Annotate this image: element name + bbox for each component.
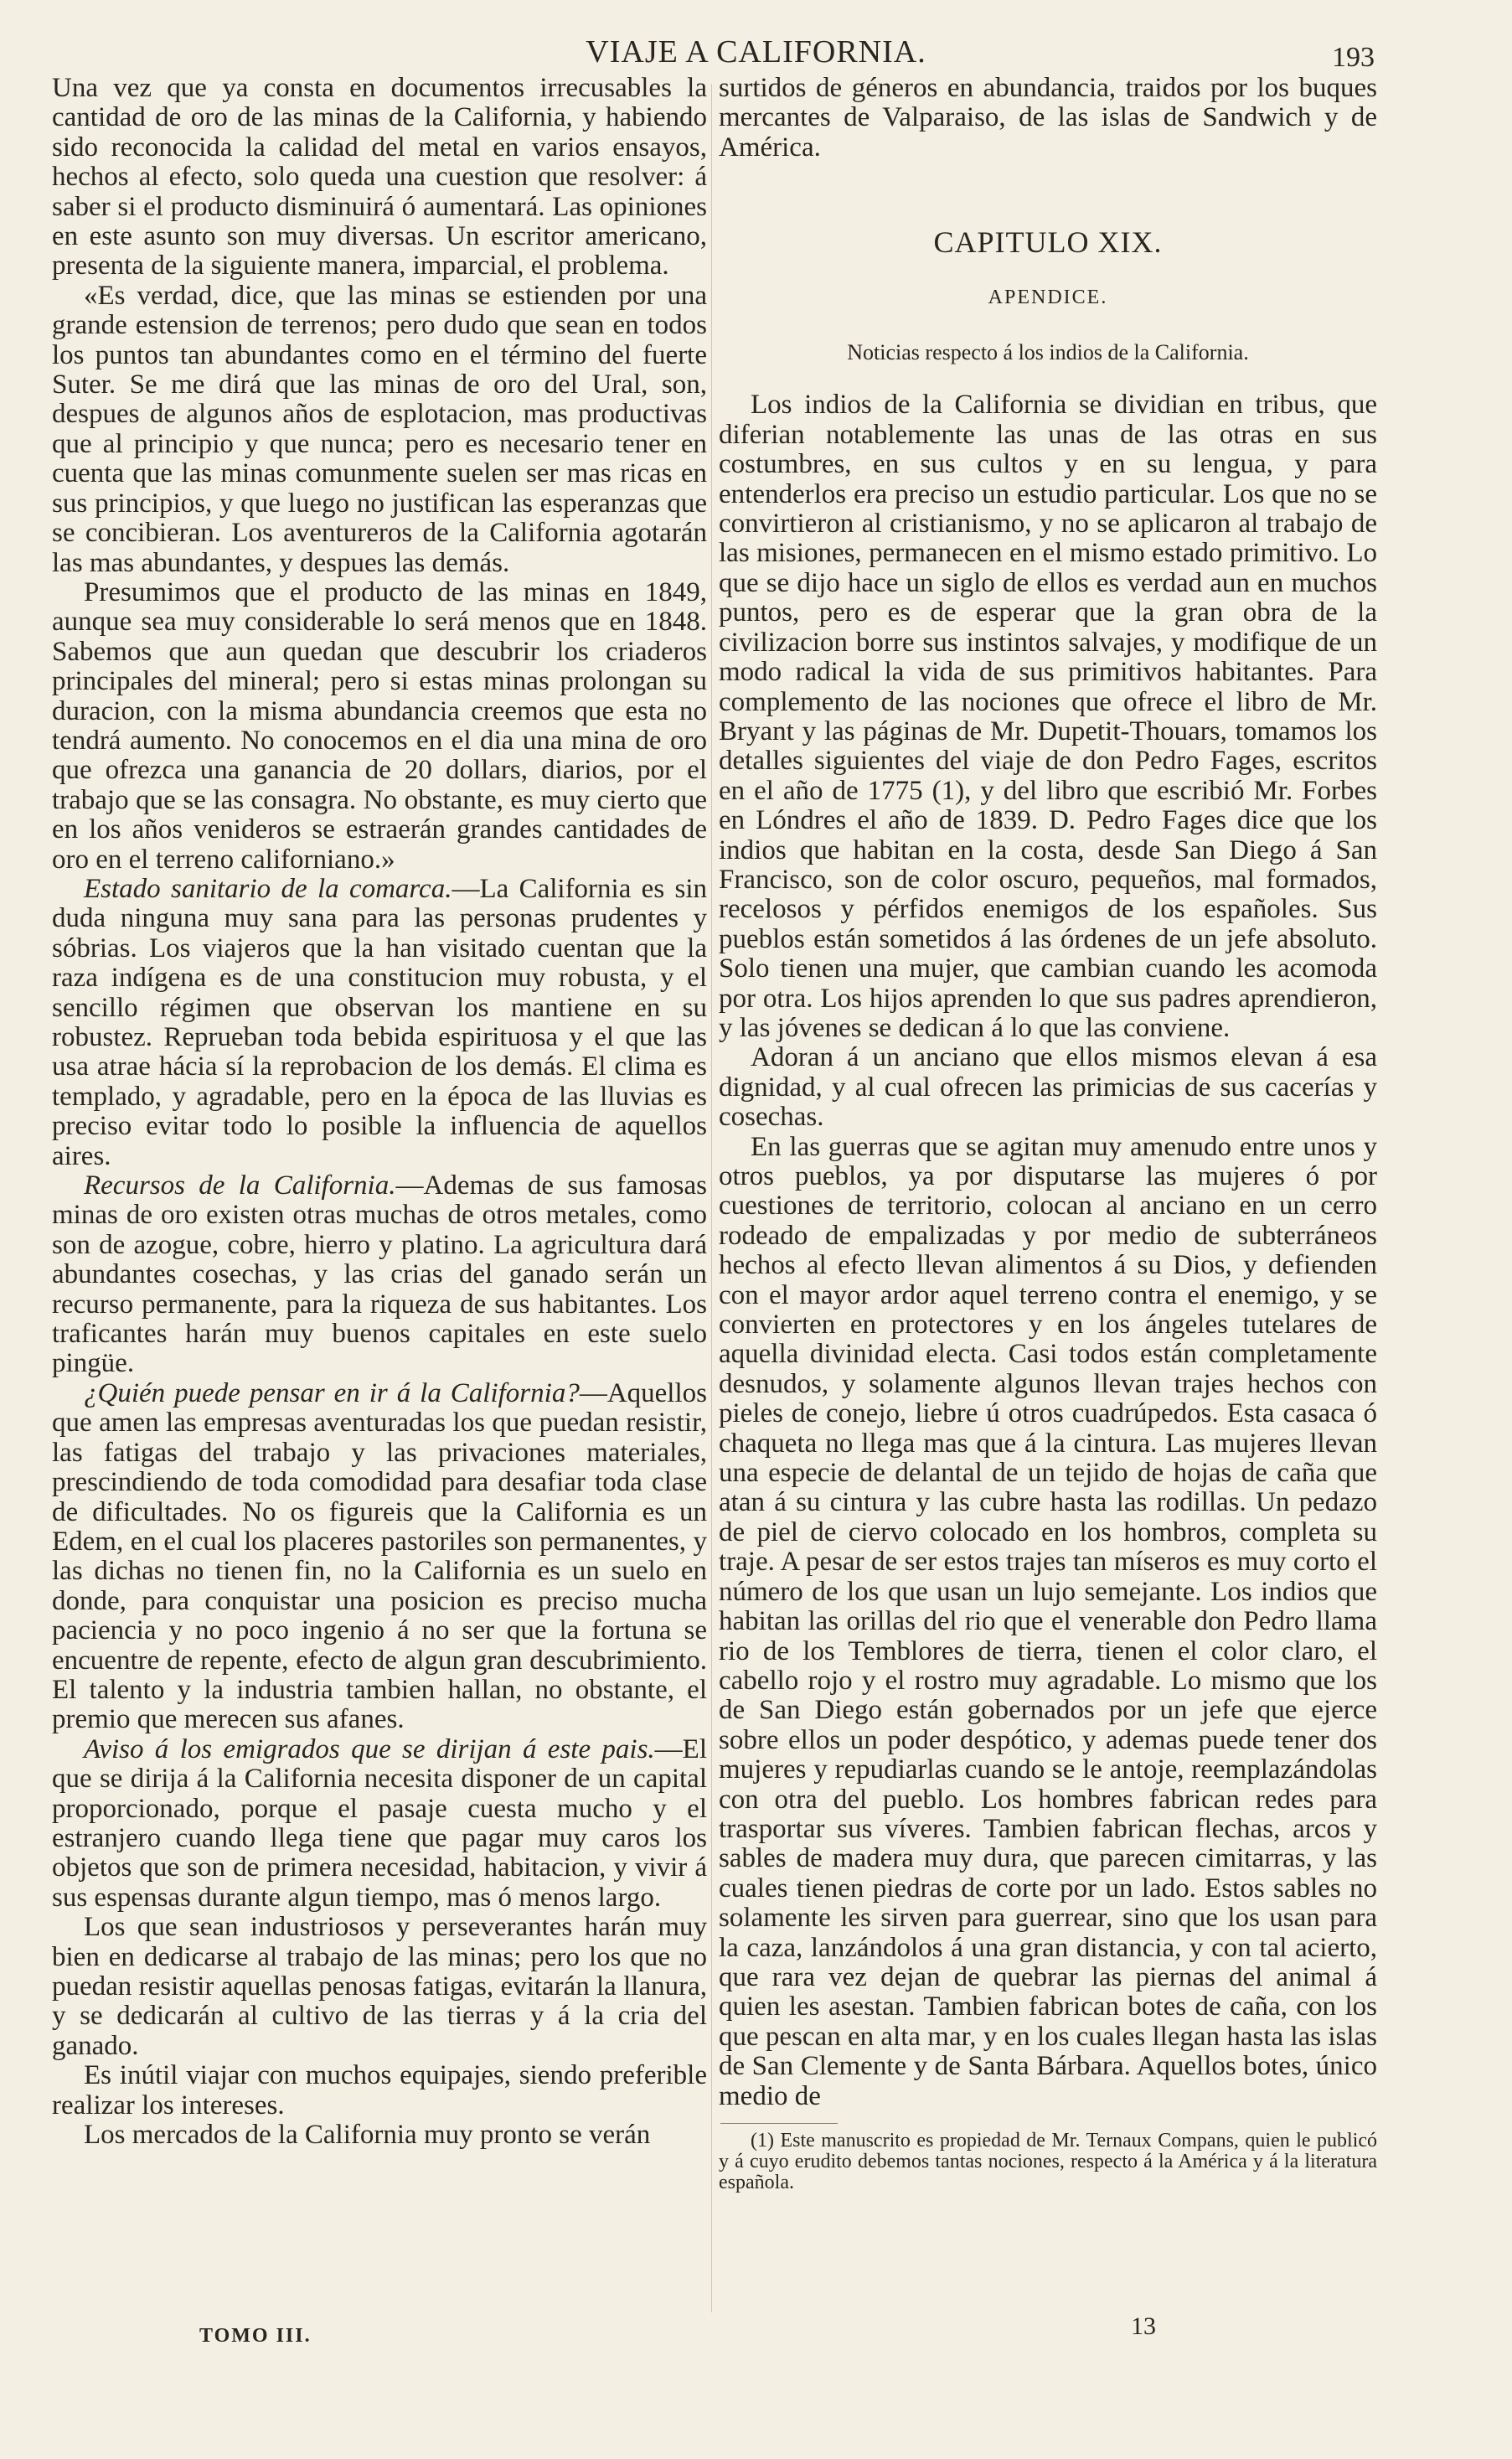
- column-divider: [711, 84, 712, 2312]
- paragraph: Es inútil viajar con muchos equipajes, siendo preferible realizar los intereses.: [52, 2060, 707, 2121]
- section-paragraph: [52, 1171, 707, 1379]
- section-paragraph: [52, 875, 707, 1171]
- paragraph: Los mercados de la California muy pronto se verán: [84, 2120, 651, 2151]
- paragraph: Los indios de la California se dividian en tribus, que diferian notablemente las unas de las otras en sus costumbres, en sus cultos y en su lengua, y para entenderlos era preciso un estudio particular. Los que no se convirtieron al cristianismo, y no se aplicaron al trabajo de las misiones, permanecen en el mismo estado primitivo. Lo que se dijo hace un siglo de ellos es verdad aun en muchos puntos, pero es de esperar que la gran obra de la civilizacion borre sus instintos salvajes, y modifique de un modo radical la vida de sus primitivos habitantes. Para complemento de las nociones que ofrece el libro de Mr. Bryant y las páginas de Mr. Dupetit-Thouars, tomamos los detalles siguientes del viaje de don Pedro Fages, escritos en el año de 1775 (1), y del libro que escribió Mr. Forbes en Lóndres el año de 1839. D. Pedro Fages dice que los indios que habitan en la costa, desde San Diego á San Francisco, son de color oscuro, pequeños, mal formados, recelosos y pérfidos enemigos de los españoles. Sus pueblos están sometidos á las órdenes de un jefe absoluto. Solo tienen una mujer, que cambian cuando les acomoda por otra. Los hijos aprenden lo que sus padres aprendieron, y las jóvenes se dedican á lo que las conviene.: [719, 390, 1377, 1043]
- section-paragraph: [52, 1735, 707, 1913]
- paragraph: En las guerras que se agitan muy amenudo entre unos y otros pueblos, ya por disputarse las mujeres ó por cuestiones de territorio, colocan al anciano en un cerro rodeado de empalizadas y por medio de subterráneos hechos al efecto llevan alimentos á su Dios, y defienden con el mayor ardor aquel terreno contra el enemigo, y se convierten en protectores y en los ángeles tutelares de aquella divinidad electa. Casi todos están completamente desnudos, y solamente algunos llevan trajes hechos con pieles de conejo, liebre ú otros cuadrúpedos. Esta casaca ó chaqueta no llega mas que á la cintura. Las mujeres llevan una especie de delantal de un tejido de hojas de caña que atan á su cintura y las cubre hasta las rodillas. Un pedazo de piel de ciervo colocado en los hombros, completa su traje. A pesar de ser estos trajes tan míseros es muy corto el número de los que usan un lujo semejante. Los indios que habitan las orillas del rio que el venerable don Pedro llama rio de los Temblores de tierra, tienen el color claro, el cabello rojo y el rostro muy agradable. Lo mismo que los de San Diego están gobernados por un jefe que ejerce sobre ellos un poder despótico, y ademas puede tener dos mujeres y repudiarlas cuando se le antoje, reemplazándolas con otra del pueblo. Los hombres fabrican redes para trasportar sus víveres. Tambien fabrican flechas, arcos y sables de madera muy dura, que parecen cimitarras, y las cuales tienen piedras de corte por un lado. Estos sables no solamente les sirven para guerrear, sino que los usan para la caza, lanzándolos á una gran distancia, y con tal acierto, que rara vez dejan de quebrar las piernas del animal á quien les asestan. Tambien fabrican botes de caña, con los que pescan en alta mar, y en los cuales llegan hasta las islas de San Clemente y de Santa Bárbara. Aquellos botes, único medio de: [719, 1131, 1377, 2111]
- paragraph: «Es verdad, dice, que las minas se estienden por una grande estension de terrenos; pero dudo que sean en todos los puntos tan abundantes como en el término del fuerte Suter. Se me dirá que las minas de oro del Ural, son, despues de algunos años de esplotacion, mas productivas que al principio y que nunca; pero es necesario tener en cuenta que las minas comunmente suelen ser mas ricas en sus principios, y que luego no justifican las esperanzas que se concibieran. Los aventureros de la California agotarán las mas abundantes, y despues las demás.: [52, 280, 707, 578]
- page-number: 193: [1332, 42, 1375, 73]
- signature-mark: 13: [1131, 2312, 1156, 2340]
- section-heading: ¿Quién puede pensar en ir á la California?: [84, 1377, 580, 1408]
- section-heading: Estado sanitario de la comarca.: [84, 873, 452, 904]
- section-text: —El que se dirija á la California necesita disponer de un capital proporcionado, porque el pasaje cuesta mucho y el estranjero cuando llega tiene que pagar muy caros los objetos que son de primera necesidad, habitacion, y vivir á sus espensas durante algun tiempo, mas ó menos largo.: [52, 1733, 707, 1913]
- paragraph: Una vez que ya consta en documentos irrecusables la cantidad de oro de las minas de la California, y habiendo sido reconocida la calidad del metal en varios ensayos, hechos al efecto, solo queda una cuestion que resolver: á saber si el producto disminuirá ó aumentará. Las opiniones en este asunto son muy diversas. Un escritor americano, presenta de la siguiente manera, imparcial, el problema.: [52, 73, 707, 282]
- appendix-heading: APENDICE.: [988, 286, 1108, 308]
- paragraph: Los que sean industriosos y perseverantes harán muy bien en dedicarse al trabajo de las minas; pero los que no puedan resistir aquellas penosas fatigas, evitarán la llanura, y se dedicarán al cultivo de las tierras y á la cria del ganado.: [52, 1912, 707, 2061]
- footnote-rule: [720, 2123, 838, 2124]
- chapter-subtitle: Noticias respecto á los indios de la California.: [847, 340, 1249, 365]
- running-head: VIAJE A CALIFORNIA.: [586, 34, 926, 70]
- footnote: (1) Este manuscrito es propiedad de Mr. Ternaux Compans, quien le publicó y á cuyo erudito debemos tantas nociones, respecto á la América y á la literatura española.: [719, 2130, 1377, 2193]
- volume-mark: TOMO III.: [199, 2325, 312, 2347]
- paragraph: Presumimos que el producto de las minas en 1849, aunque sea muy considerable lo será menos que en 1848. Sabemos que aun quedan que descubrir los criaderos principales del mineral; pero si estas minas prolongan su duracion, con la misma abundancia creemos que esta no tendrá aumento. No conocemos en el dia una mina de oro que ofrezca una ganancia de 20 dollars, diarios, por el trabajo que se las consagra. No obstante, es muy cierto que en los años venideros se estraerán grandes cantidades de oro en el terreno californiano.»: [52, 576, 707, 875]
- section-text: —La California es sin duda ninguna muy sana para las personas prudentes y sóbrias. Los viajeros que la han visitado cuentan que la raza indígena es de una constitucion muy robusta, y el sencillo régimen que observan los mantiene en su robustez. Reprueban toda bebida espirituosa y el que las usa atrae hácia sí la reprobacion de los demás. El clima es templado, y agradable, pero en la época de las lluvias es preciso evitar todo lo posible la influencia de aquellos aires.: [52, 873, 708, 1171]
- chapter-title: CAPITULO XIX.: [933, 225, 1163, 260]
- section-heading: Aviso á los emigrados que se dirijan á este pais.: [84, 1733, 655, 1764]
- section-paragraph: [52, 1379, 707, 1735]
- right-column: [719, 74, 1377, 2193]
- left-column: [52, 74, 707, 2150]
- section-text: —Ademas de sus famosas minas de oro existen otras muchas de otros metales, como son de azogue, cobre, hierro y platino. La agricultura dará abundantes cosechas, y las crias del ganado serán un recurso permanente, para la riqueza de sus habitantes. Los traficantes harán muy buenos capitales en este suelo pingüe.: [52, 1170, 707, 1379]
- paragraph: Adoran á un anciano que ellos mismos elevan á esa dignidad, y al cual ofrecen las primicias de sus cacerías y cosechas.: [719, 1042, 1377, 1133]
- section-heading: Recursos de la California.: [84, 1170, 396, 1201]
- paragraph-continuation: surtidos de géneros en abundancia, traidos por los buques mercantes de Valparaiso, de las islas de Sandwich y de América.: [719, 73, 1377, 163]
- section-text: —Aquellos que amen las empresas aventuradas los que puedan resistir, las fatigas del trabajo y las privaciones materiales, prescindiendo de toda comodidad para desafiar toda clase de dificultades. No os figureis que la California es un Edem, en el cual los placeres pastoriles son permanentes, y las dichas no tienen fin, no la California es un suelo en donde, para conquistar una posicion es preciso mucha paciencia y no poco ingenio á no ser que la fortuna se encuentre de repente, efecto de algun gran descubrimiento. El talento y la industria tambien hallan, no obstante, el premio que merecen sus afanes.: [52, 1377, 707, 1735]
